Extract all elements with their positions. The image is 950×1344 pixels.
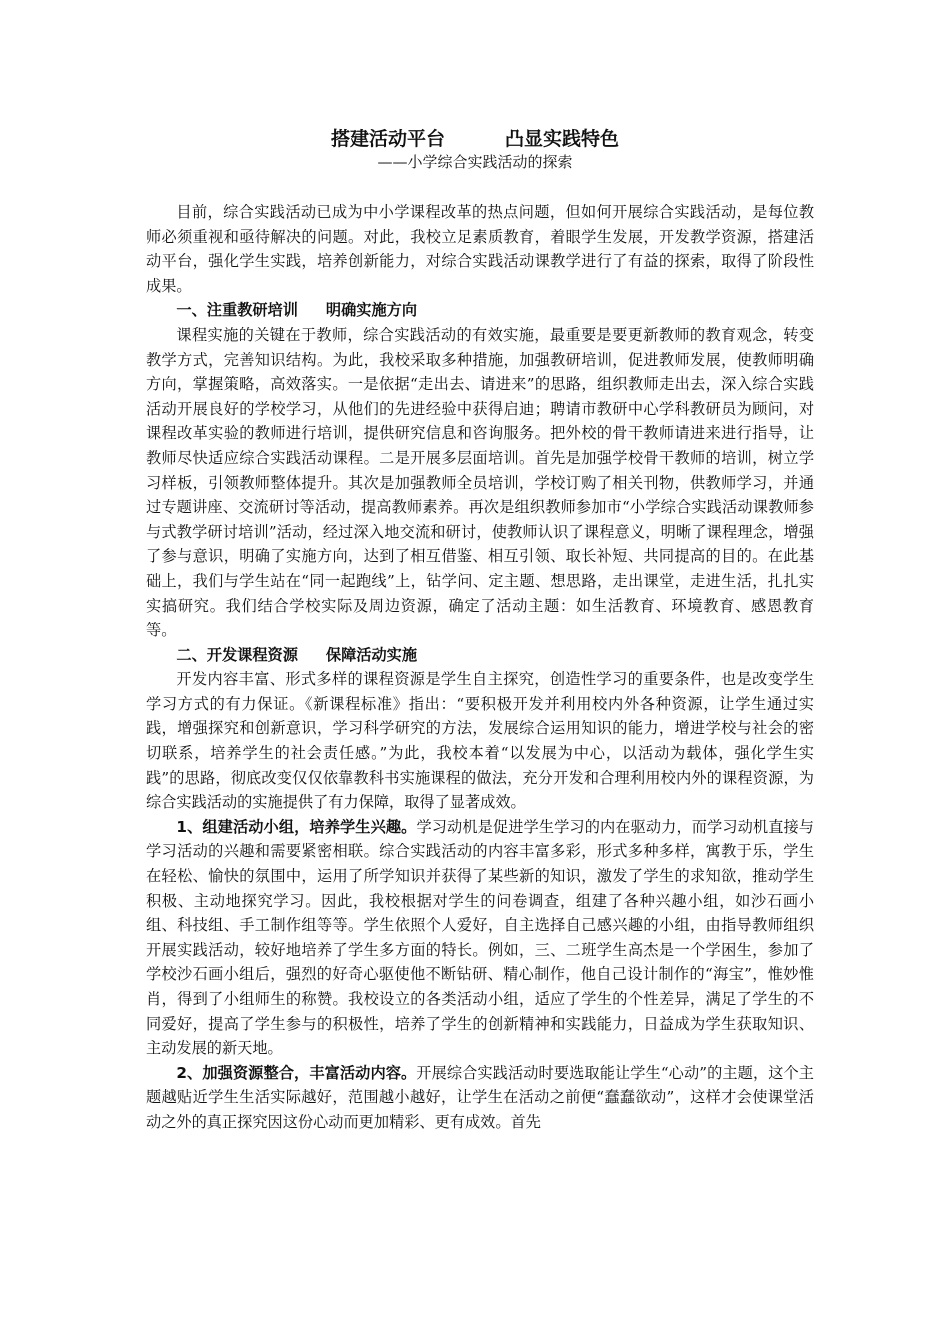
section-heading-1-a: 一、注重教研培训 (176, 301, 298, 320)
document-title (0, 126, 950, 152)
subsection-2-lead: 2、加强资源整合，丰富活动内容。 (176, 1063, 417, 1082)
section-heading-2-a: 二、开发课程资源 (176, 645, 298, 664)
section-heading-1 (146, 298, 814, 323)
section-heading-1-b: 明确实施方向 (325, 301, 418, 320)
section-1-paragraph: 课程实施的关键在于教师，综合实践活动的有效实施，最重要是要更新教师的教育观念，转变教学方式，完善知识结构。为此，我校采取多种措施，加强教研培训，促进教师发展，使教师明确方向，掌握策略，高效落实。一是依据“走出去、请进来”的思路，组织教师走出去，深入综合实践活动开展良好的学校学习，从他们的先进经验中获得启迪；聘请市教研中心学科教研员为顾问，对课程改革实验的教师进行培训，提供研究信息和咨询服务。把外校的骨干教师请进来进行指导，让教师尽快适应综合实践活动课程。二是开展多层面培训。首先是加强学校骨干教师的培训，树立学习样板，引领教师整体提升。其次是加强教师全员培训，学校订购了相关刊物，供教师学习，并通过专题讲座、交流研讨等活动，提高教师素养。再次是组织教师参加市“小学综合实践活动课教师参与式教学研讨培训”活动，经过深入地交流和研讨，使教师认识了课程意义，明晰了课程理念，增强了参与意识，明确了实施方向，达到了相互借鉴、相互引领、取长补短、共同提高的目的。在此基础上，我们与学生站在“同一起跑线”上，钻学问、定主题、想思路，走出课堂，走进生活，扎扎实实搞研究。我们结合学校实际及周边资源，确定了活动主题：如生活教育、环境教育、感恩教育等。 (146, 325, 814, 640)
title-part-1: 搭建活动平台 (330, 128, 445, 150)
subsection-1-paragraph (146, 815, 814, 1061)
section-2-paragraph: 开发内容丰富、形式多样的课程资源是学生自主探究，创造性学习的重要条件，也是改变学生学习方式的有力保证。《新课程标准》指出：“要积极开发并利用校内外各种资源，让学生通过实践，增强探究和创新意识，学习科学研究的方法，发展综合运用知识的能力，增进学校与社会的密切联系，培养学生的社会责任感。”为此，我校本着“以发展为中心，以活动为载体，强化学生实践”的思路，彻底改变仅仅依靠教科书实施课程的做法，充分开发和合理利用校内外的课程资源，为综合实践活动的实施提供了有力保障，取得了显著成效。 (146, 670, 814, 812)
title-part-2: 凸显实践特色 (505, 128, 620, 150)
subsection-1-lead: 1、组建活动小组，培养学生兴趣。 (176, 817, 417, 836)
section-heading-2 (146, 643, 814, 668)
section-heading-2-b: 保障活动实施 (325, 645, 418, 664)
document-subtitle: ——小学综合实践活动的探索 (377, 153, 573, 171)
subsection-2-text: 开展综合实践活动时要选取能让学生“心动”的主题，这个主题越贴近学生生活实际越好，范围越小越好，让学生在活动之前便“蠢蠢欲动”，这样才会使课堂活动之外的真正探究因这份心动而更加精彩、更有成效。首先 (146, 1063, 814, 1131)
document-body (146, 200, 814, 1135)
subsection-1-text: 学习动机是促进学生学习的内在驱动力，而学习动机直接与学习活动的兴趣和需要紧密相联。综合实践活动的内容丰富多彩，形式多种多样，寓教于乐，学生在轻松、愉快的氛围中，运用了所学知识并获得了某些新的知识，激发了学生的求知欲，推动学生积极、主动地探究学习。因此，我校根据对学生的问卷调查，组建了各种兴趣小组，如沙石画小组、科技组、手工制作组等等。学生依照个人爱好，自主选择自己感兴趣的小组，由指导教师组织开展实践活动，较好地培养了学生多方面的特长。例如，三、二班学生高杰是一个学困生，参加了学校沙石画小组后，强烈的好奇心驱使他不断钻研、精心制作，他自己设计制作的“海宝”，惟妙惟肖，得到了小组师生的称赞。我校设立的各类活动小组，适应了学生的个性差异，满足了学生的不同爱好，提高了学生参与的积极性，培养了学生的创新精神和实践能力，日益成为学生获取知识、主动发展的新天地。 (146, 817, 814, 1058)
intro-paragraph: 目前，综合实践活动已成为中小学课程改革的热点问题，但如何开展综合实践活动，是每位教师必须重视和亟待解决的问题。对此，我校立足素质教育，着眼学生发展，开发教学资源，搭建活动平台，强化学生实践，培养创新能力，对综合实践活动课教学进行了有益的探索，取得了阶段性成果。 (146, 203, 814, 295)
subsection-2-paragraph (146, 1061, 814, 1135)
